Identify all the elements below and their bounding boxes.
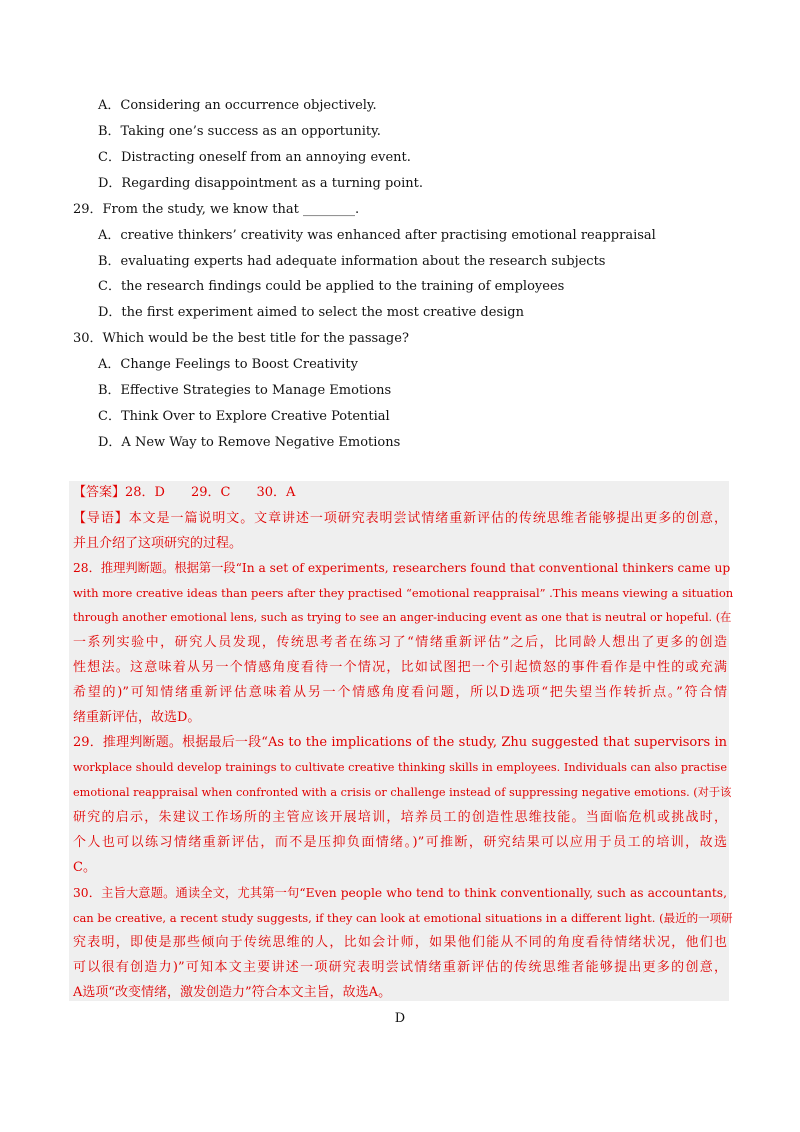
exp28-line-4: 一系列实验中，研究人员发现，传统思考者在练习了“情绪重新评估”之后，比同龄人想出了更多的创造 bbox=[73, 635, 727, 650]
exp28-line-7: 绪重新评估，故选D。 bbox=[73, 710, 201, 725]
intro-line-1: 【导语】本文是一篇说明文。文章讲述一项研究表明尝试情绪重新评估的传统思维者能够提出更多的创意， bbox=[73, 511, 727, 526]
q30-option-a: A．Change Feelings to Boost Creativity bbox=[98, 357, 358, 372]
exp28-line-1: 28．推理判断题。根据第一段“In a set of experiments, researchers found that conventional thinkers came up bbox=[73, 561, 731, 575]
exp30-line-4: 可以很有创造力)”可知本文主要讲述一项研究表明尝试情绪重新评估的传统思维者能够提出更多的创意， bbox=[73, 960, 727, 975]
q29-option-d: D．the first experiment aimed to select the most creative design bbox=[98, 305, 524, 320]
exp29-line-6: C。 bbox=[73, 860, 96, 875]
exp29-line-2: workplace should develop trainings to cultivate creative thinking skills in employees. Individuals can also practise bbox=[73, 761, 727, 774]
q28-option-b: B．Taking one’s success as an opportunity. bbox=[98, 124, 381, 139]
q28-option-a: A．Considering an occurrence objectively. bbox=[98, 98, 377, 113]
q30-option-d: D．A New Way to Remove Negative Emotions bbox=[98, 435, 401, 450]
q29-stem: 29．From the study, we know that ________. bbox=[73, 202, 360, 217]
exp30-line-1: 30．主旨大意题。通读全文，尤其第一句“Even people who tend to think conventionally, such as accountants, bbox=[73, 886, 727, 900]
q29-option-b: B．evaluating experts had adequate information about the research subjects bbox=[98, 254, 606, 269]
exp30-line-3: 究表明，即使是那些倾向于传统思维的人，比如会计师，如果他们能从不同的角度看待情绪状况，他们也 bbox=[73, 935, 727, 950]
q29-option-a: A．creative thinkers’ creativity was enhanced after practising emotional reappraisal bbox=[98, 228, 656, 243]
answer-key: 【答案】28．D 29．C 30．A bbox=[73, 485, 296, 500]
intro-line-2: 并且介绍了这项研究的过程。 bbox=[73, 536, 243, 551]
exp29-line-4: 研究的启示，朱建议工作场所的主管应该开展培训，培养员工的创造性思维技能。当面临危机或挑战时， bbox=[73, 810, 727, 825]
exp29-line-5: 个人也可以练习情绪重新评估，而不是压抑负面情绪。)”可推断，研究结果可以应用于员工的培训，故选 bbox=[73, 835, 727, 850]
q30-option-b: B．Effective Strategies to Manage Emotions bbox=[98, 383, 392, 398]
q29-option-c: C．the research findings could be applied to the training of employees bbox=[98, 279, 565, 294]
q28-option-d: D．Regarding disappointment as a turning point. bbox=[98, 176, 424, 191]
exp29-line-1: 29．推理判断题。根据最后一段“As to the implications of the study, Zhu suggested that supervisors in bbox=[73, 735, 727, 750]
page-footer-letter: D bbox=[394, 1011, 406, 1026]
exp28-line-6: 希望的)”可知情绪重新评估意味着从另一个情感角度看问题，所以D选项“把失望当作转折点。”符合情 bbox=[73, 685, 727, 700]
exp28-line-2: with more creative ideas than peers after they practised “emotional reappraisal” .This means viewing a situation bbox=[73, 586, 734, 600]
exp30-line-5: A选项“改变情绪，激发创造力”符合本文主旨，故选A。 bbox=[73, 985, 392, 1000]
q28-option-c: C．Distracting oneself from an annoying event. bbox=[98, 150, 411, 165]
exp30-line-2: can be creative, a recent study suggests, if they can look at emotional situations in a different light. (最近的一项研 bbox=[73, 911, 733, 925]
q30-stem: 30．Which would be the best title for the passage? bbox=[73, 331, 409, 346]
exp29-line-3: emotional reappraisal when confronted with a crisis or challenge instead of suppressing negative emotions. (对于该 bbox=[73, 786, 732, 799]
exp28-line-3: through another emotional lens, such as trying to see an anger-inducing event as one that is neutral or hopeful. (在 bbox=[73, 611, 732, 624]
q30-option-c: C．Think Over to Explore Creative Potential bbox=[98, 409, 390, 424]
exp28-line-5: 性想法。这意味着从另一个情感角度看待一个情况，比如试图把一个引起愤怒的事件看作是中性的或充满 bbox=[73, 660, 727, 675]
